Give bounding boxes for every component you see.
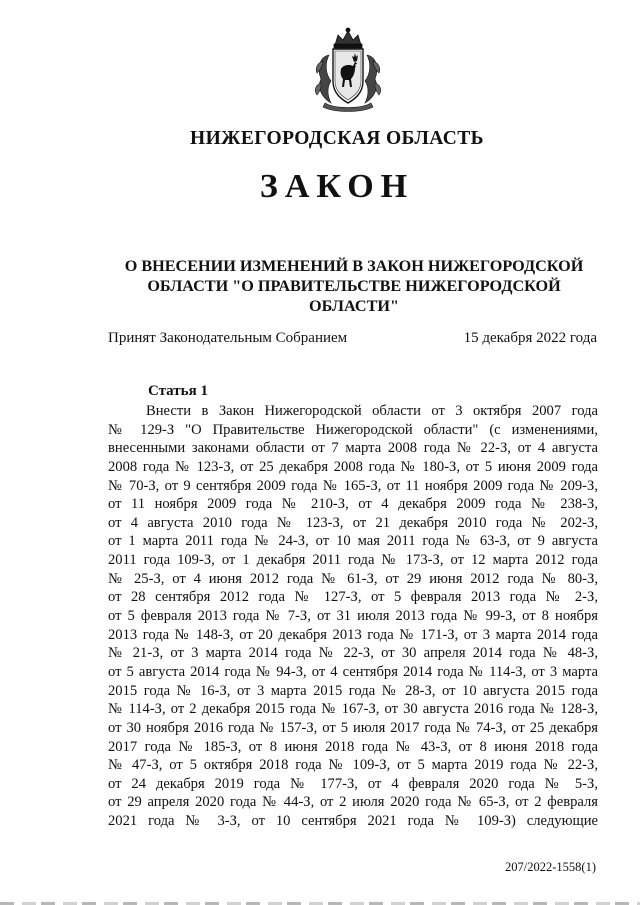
article-line: от 4 августа 2010 года № 123-З, от 21 декабря 2010 года № 202-З, (108, 514, 598, 531)
region-title: НИЖЕГОРОДСКАЯ ОБЛАСТЬ (190, 128, 484, 149)
article-line: 2011 года 109-З, от 1 декабря 2011 года № 173-З, от 12 марта 2012 года (108, 552, 598, 569)
article-line: от 11 ноября 2009 года № 210-З, от 4 декабря 2009 года № 238-З, (108, 496, 598, 513)
article-line: от 29 апреля 2020 года № 44-З, от 2 июля 2020 года № 65-З, от 2 февраля (108, 794, 598, 811)
article-line: № 70-З, от 9 сентября 2009 года № 165-З, от 11 ноября 2009 года № 209-З, (108, 477, 598, 494)
article-line: Внести в Закон Нижегородской области от 3 октября 2007 года (146, 403, 598, 419)
adoption-date: 15 декабря 2022 года (463, 330, 597, 346)
article-line: от 5 февраля 2013 года № 7-З, от 31 июля 2013 года № 99-З, от 8 ноября (108, 608, 598, 625)
law-subject-line-1: О ВНЕСЕНИИ ИЗМЕНЕНИЙ В ЗАКОН НИЖЕГОРОДСКОЙ (124, 257, 584, 275)
article-line: № 47-З, от 5 октября 2018 года № 109-З, от 5 марта 2019 года № 22-З, (108, 757, 598, 774)
article-line: 2015 года № 16-З, от 3 марта 2015 года № 28-З, от 10 августа 2015 года (108, 682, 598, 699)
article-body (108, 402, 598, 831)
article-line: 2013 года № 148-З, от 20 декабря 2013 года № 171-З, от 3 марта 2014 года (108, 626, 598, 643)
article-line: от 5 августа 2014 года № 94-З, от 4 сентября 2014 года № 114-З, от 3 марта (108, 663, 598, 680)
law-subject-line-2: ОБЛАСТИ "О ПРАВИТЕЛЬСТВЕ НИЖЕГОРОДСКОЙ ОБЛАСТИ" (147, 277, 561, 315)
adopted-by: Принят Законодательным Собранием (108, 330, 348, 346)
adoption-line (108, 330, 597, 347)
article-line: от 28 сентября 2012 года № 127-З, от 5 февраля 2013 года № 2-З, (108, 589, 598, 606)
article-heading: Статья 1 (148, 383, 208, 399)
article-line: № 114-З, от 2 декабря 2015 года № 167-З, от 30 августа 2016 года № 128-З, (108, 701, 598, 718)
law-subject-heading (104, 256, 604, 316)
article-line: от 24 декабря 2019 года № 177-З, от 4 февраля 2020 года № 5-З, (108, 775, 598, 792)
article-line: внесенными законами области от 7 марта 2008 года № 22-З, от 4 августа (108, 440, 598, 457)
article-line: 2021 года № 3-З, от 10 сентября 2021 года № 109-З) следующие (108, 813, 598, 830)
document-type-title: ЗАКОН (259, 168, 415, 205)
article-line: от 1 марта 2011 года № 24-З, от 10 мая 2011 года № 63-З, от 9 августа (108, 533, 598, 550)
coat-of-arms-icon (305, 25, 391, 113)
article-line: от 30 ноября 2016 года № 157-З, от 5 июля 2017 года № 74-З, от 25 декабря (108, 719, 598, 736)
article-line: № 21-З, от 3 марта 2014 года № 22-З, от 30 апреля 2014 года № 48-З, (108, 645, 598, 662)
document-registration-number: 207/2022-1558(1) (505, 860, 596, 874)
article-line: № 25-З, от 4 июня 2012 года № 61-З, от 29 июня 2012 года № 80-З, (108, 570, 598, 587)
article-line: 2008 года № 123-З, от 25 декабря 2008 года № 180-З, от 5 июня 2009 года (108, 458, 598, 475)
article-line: № 129-З "О Правительстве Нижегородской области" (с изменениями, (108, 421, 598, 438)
article-line: 2017 года № 185-З, от 8 июня 2018 года № 43-З, от 8 июня 2018 года (108, 738, 598, 755)
